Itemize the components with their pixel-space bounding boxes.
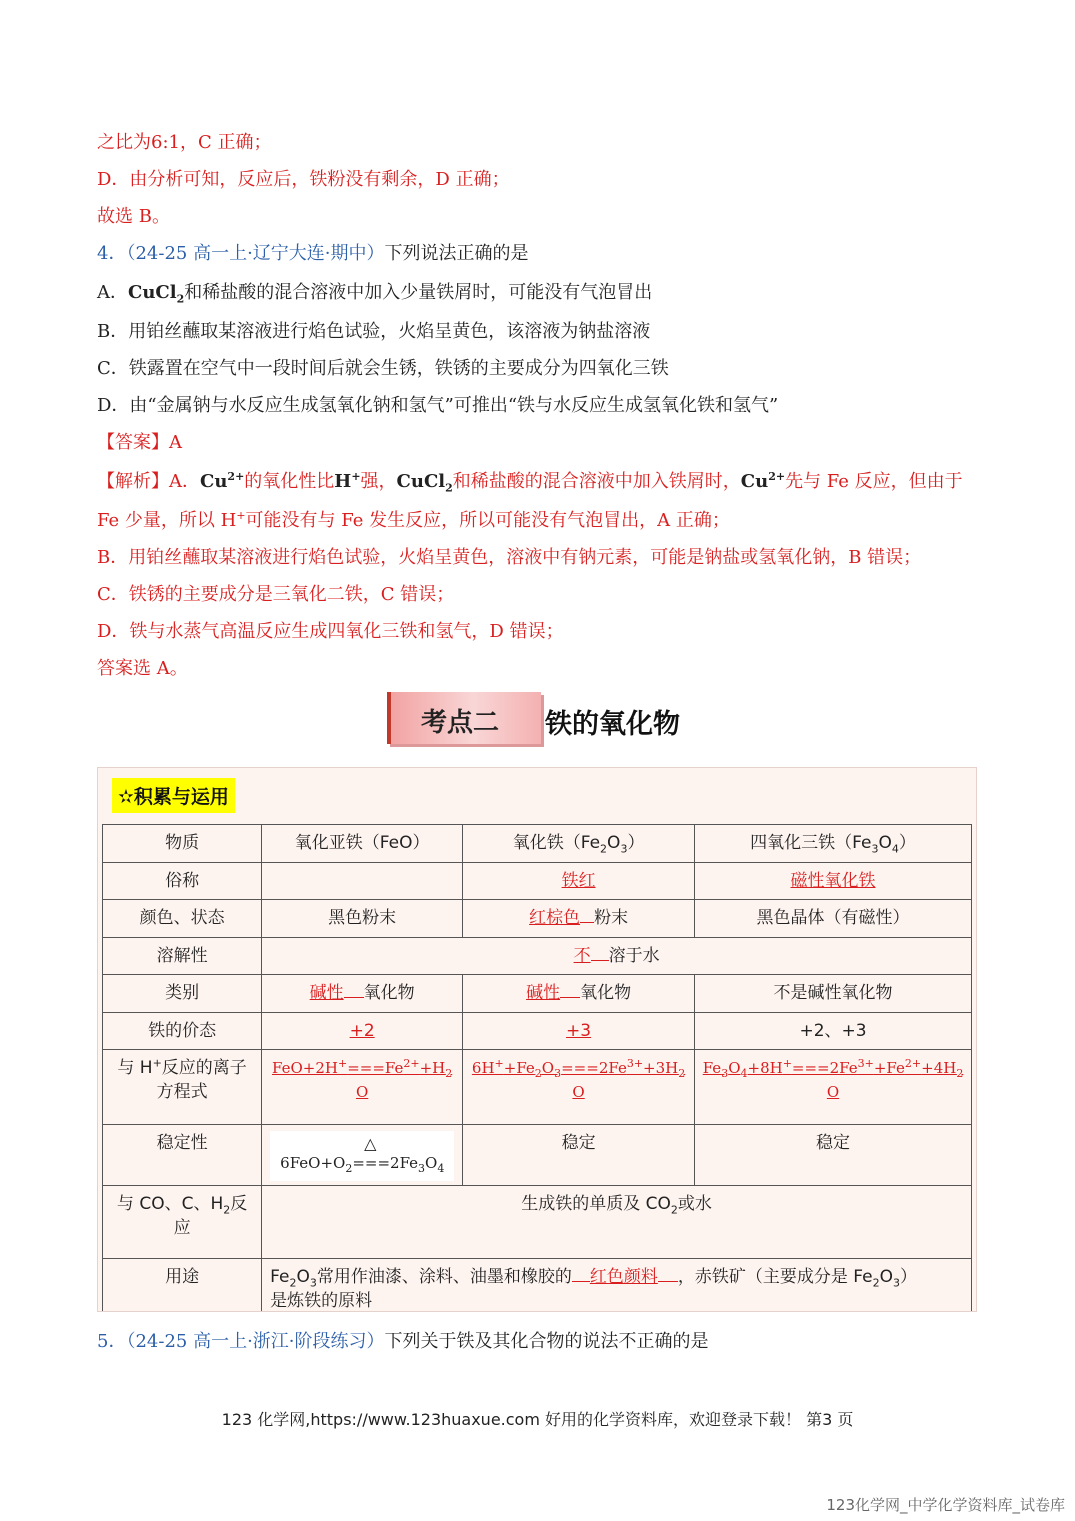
blank-line (344, 997, 364, 998)
cell-text: O (878, 833, 892, 853)
eq-sub: 2 (445, 1067, 453, 1080)
eq-part: O (541, 1059, 555, 1077)
fill-answer: 红棕色 (529, 908, 581, 928)
cell-sub: 3 (620, 842, 628, 856)
cell-text: 与 CO、C、H (116, 1194, 224, 1214)
eq-sub: 2 (678, 1067, 686, 1080)
cell-text: 生成铁的单质及 CO (521, 1194, 671, 1214)
formula-sub: 2 (445, 481, 453, 495)
cell-sub: 2 (670, 1203, 678, 1217)
cell-text: ） (899, 1267, 917, 1287)
option-label: A． (97, 282, 128, 303)
prev-line-3: 故选 B。 (97, 206, 170, 227)
table-cell (262, 863, 463, 900)
table-cell (262, 975, 463, 1013)
eq-part: 6FeO+O (280, 1154, 346, 1172)
table-cell: 铁的价态 (103, 1013, 262, 1050)
formula: CuCl (396, 471, 446, 492)
analysis-line-1 (97, 470, 963, 494)
analysis-line-2 (97, 509, 730, 533)
table-cell: 溶解性 (103, 938, 262, 975)
eq-sub: 4 (740, 1067, 748, 1080)
eq-sup: 3+ (857, 1057, 874, 1070)
cell-text: 应 (173, 1218, 191, 1238)
table-cell (463, 1013, 695, 1050)
prev-line-1: 之比为6:1，C 正确； (97, 132, 272, 153)
option-text: 和稀盐酸的混合溶液中加入少量铁屑时，可能没有气泡冒出 (184, 282, 653, 303)
cell-text: O (296, 1267, 310, 1287)
eq-part: ===2Fe (352, 1154, 419, 1172)
cell-sub: 4 (891, 842, 899, 856)
table-cell (463, 900, 695, 938)
table-cell (463, 1050, 695, 1125)
blank-line (658, 1281, 678, 1282)
eq-sup: 3+ (626, 1057, 644, 1070)
cell-text: ） (898, 833, 916, 853)
table-cell: 稳定性 (103, 1125, 262, 1186)
formula-sup: + (351, 470, 361, 483)
formula: CuCl (128, 282, 177, 303)
cell-sub: 2 (600, 842, 608, 856)
eq-part: O (728, 1059, 741, 1077)
cell-text: 与 H (117, 1058, 153, 1078)
table-cell (262, 1125, 463, 1186)
eq-sup: + (494, 1057, 504, 1070)
table-cell (262, 1186, 972, 1259)
cell-sub: 2 (872, 1276, 880, 1290)
eq-part: Fe (702, 1059, 722, 1077)
analysis-label: 【解析】 (97, 471, 169, 492)
cell-sup: + (152, 1056, 162, 1070)
question-4-stem (97, 242, 529, 266)
table-cell (463, 975, 695, 1013)
table-cell: 俗称 (103, 863, 262, 900)
table-cell: +2、+3 (695, 1013, 972, 1050)
table-cell (463, 863, 695, 900)
table-cell (463, 825, 695, 863)
cell-text: O (607, 833, 621, 853)
table-cell: 不是碱性氧化物 (695, 975, 972, 1013)
answer-label: 【答案】 (97, 432, 169, 453)
analysis-line-4: C．铁锈的主要成分是三氧化二铁，C 错误； (97, 584, 455, 605)
section-badge (387, 692, 541, 744)
cell-text: 氧化铁（Fe (512, 833, 601, 853)
blank-line (591, 960, 609, 961)
table-cell (262, 1259, 972, 1313)
analysis-text: 强， (360, 471, 397, 492)
cell-text: 或水 (677, 1194, 712, 1214)
table-cell: 类别 (103, 975, 262, 1013)
blank-line (572, 1281, 590, 1282)
blank-line (580, 922, 594, 923)
table-row (103, 825, 972, 863)
fill-answer: 碱性 (309, 983, 344, 1003)
cell-sub: 2 (289, 1276, 297, 1290)
formula: H (334, 471, 352, 492)
section-badge-label: 考点二 (421, 708, 500, 738)
table-row (103, 1013, 972, 1050)
fill-answer: +3 (566, 1021, 592, 1041)
analysis-line-3: B．用铂丝蘸取某溶液进行焰色试验，火焰呈黄色，溶液中有钠元素，可能是钠盐或氢氧化钠，B 错误； (97, 547, 922, 568)
eq-part: O (425, 1154, 438, 1172)
eq-sub: 4 (437, 1162, 445, 1175)
cell-text: 氧化物 (363, 983, 415, 1003)
table-cell: 稳定 (463, 1125, 695, 1186)
question-5-stem (97, 1330, 709, 1354)
analysis-text: 的氧化性比 (244, 471, 335, 492)
cell-text: ，赤铁矿（主要成分是 Fe (677, 1267, 873, 1287)
table-cell: 黑色粉末 (262, 900, 463, 938)
formula-sup: 2+ (768, 470, 786, 483)
table-cell (695, 1050, 972, 1125)
eq-part: O (572, 1083, 585, 1101)
cell-text: 反应的离子 (161, 1058, 247, 1078)
watermark-text: 123化学网_中学化学资料库_试卷库 (826, 1496, 1065, 1514)
ionic-equation (472, 1059, 685, 1101)
cell-text: 粉末 (594, 908, 629, 928)
question-source: （24-25 高一上·浙江·阶段练习） (126, 1331, 385, 1352)
section-title: 铁的氧化物 (545, 709, 680, 740)
eq-part: +4H (921, 1059, 957, 1077)
eq-part: O (355, 1083, 369, 1101)
cell-text: 是炼铁的原料 (270, 1291, 373, 1311)
cell-sub: 3 (871, 842, 879, 856)
eq-part: +Fe (873, 1059, 905, 1077)
question-number: 4． (97, 243, 127, 264)
panel-tag: ✫积累与运用 (112, 778, 235, 813)
fill-answer: 碱性 (526, 983, 561, 1003)
table-row (103, 1050, 972, 1125)
formula-sup: + (236, 509, 246, 522)
question-number: 5． (97, 1331, 127, 1352)
fill-answer: 红色颜料 (589, 1267, 658, 1287)
cell-sub: 2 (223, 1203, 231, 1217)
table-cell (262, 1050, 463, 1125)
eq-sub: 3 (721, 1067, 729, 1080)
cell-text: O (879, 1267, 893, 1287)
cell-sub: 3 (309, 1276, 317, 1290)
analysis-text: 可能没有与 Fe 发生反应，所以可能没有气泡冒出，A 正确； (245, 510, 730, 531)
eq-sub: 3 (418, 1162, 426, 1175)
cell-text: 溶于水 (608, 946, 660, 966)
table-row (103, 975, 972, 1013)
cell-sub: 3 (892, 1276, 900, 1290)
eq-part: +Fe (503, 1059, 535, 1077)
answer-line (97, 431, 182, 455)
eq-sub: 2 (956, 1067, 964, 1080)
option-a (97, 281, 652, 305)
fill-answer: 铁红 (561, 871, 596, 891)
question-source: （24-25 高一上·辽宁大连·期中） (126, 243, 385, 264)
table-row (103, 1125, 972, 1186)
analysis-text: Fe 少量，所以 H (97, 510, 237, 531)
answer-value: A (169, 432, 182, 453)
ionic-equation (703, 1059, 964, 1101)
table-cell (262, 938, 972, 975)
eq-part: +H (419, 1059, 446, 1077)
section-heading (387, 692, 707, 746)
cell-text: Fe (270, 1267, 290, 1287)
prev-line-2: D．由分析可知，反应后，铁粉没有剩余，D 正确； (97, 169, 510, 190)
question-text: 下列说法正确的是 (384, 243, 529, 264)
eq-part: +8H (747, 1059, 783, 1077)
table-cell (695, 825, 972, 863)
table-cell: 黑色晶体（有磁性） (695, 900, 972, 938)
analysis-text: 先与 Fe 反应，但由于 (785, 471, 963, 492)
fill-answer: +2 (349, 1021, 375, 1041)
fill-answer: 磁性氧化铁 (790, 871, 876, 891)
analysis-text: 和稀盐酸的混合溶液中加入铁屑时， (452, 471, 741, 492)
eq-sup: 2+ (403, 1057, 420, 1070)
table-cell (262, 1013, 463, 1050)
table-row (103, 1259, 972, 1313)
iron-oxides-table (102, 824, 972, 1312)
knowledge-panel (97, 767, 977, 1312)
table-cell: 氧化亚铁（FeO） (262, 825, 463, 863)
option-c: C．铁露置在空气中一段时间后就会生锈，铁锈的主要成分为四氧化三铁 (97, 358, 669, 379)
formula-sub: 2 (176, 292, 185, 306)
delta-symbol: △ (364, 1134, 377, 1153)
cell-text: 四氧化三铁（Fe (750, 833, 872, 853)
eq-sub: 2 (534, 1067, 542, 1080)
table-cell (695, 863, 972, 900)
table-row (103, 863, 972, 900)
option-d: D．由“金属钠与水反应生成氢氧化钠和氢气”可推出“铁与水反应生成氢氧化铁和氢气” (97, 395, 779, 416)
cell-text: ） (627, 833, 645, 853)
cell-text: 氧化物 (580, 983, 632, 1003)
ionic-equation (272, 1059, 452, 1101)
table-cell (103, 1050, 262, 1125)
table-row (103, 938, 972, 975)
eq-part: +3H (643, 1059, 679, 1077)
eq-part: ===2Fe (791, 1059, 858, 1077)
thermal-equation (270, 1131, 454, 1181)
eq-part: FeO+2H (272, 1059, 338, 1077)
analysis-text: A． (169, 471, 200, 492)
table-cell: 稳定 (695, 1125, 972, 1186)
formula: Cu (740, 471, 769, 492)
table-cell: 物质 (103, 825, 262, 863)
eq-sub: 2 (345, 1162, 353, 1175)
eq-part: 6H (471, 1059, 495, 1077)
fill-answer: 不 (573, 946, 591, 966)
eq-sup: + (782, 1057, 792, 1070)
eq-sub: 3 (554, 1067, 562, 1080)
formula-sup: 2+ (227, 470, 245, 483)
option-b: B．用铂丝蘸取某溶液进行焰色试验，火焰呈黄色，该溶液为钠盐溶液 (97, 321, 651, 342)
eq-part: ===2Fe (561, 1059, 627, 1077)
table-cell: 颜色、状态 (103, 900, 262, 938)
eq-part: ===Fe (347, 1059, 404, 1077)
analysis-line-5: D．铁与水蒸气高温反应生成四氧化三铁和氢气，D 错误； (97, 621, 564, 642)
blank-line (560, 997, 580, 998)
table-cell (103, 1186, 262, 1259)
cell-text: 反 (230, 1194, 248, 1214)
question-text: 下列关于铁及其化合物的说法不正确的是 (384, 1331, 709, 1352)
eq-sup: 2+ (904, 1057, 922, 1070)
formula: Cu (200, 471, 228, 492)
eq-sup: + (337, 1057, 348, 1070)
eq-part: O (826, 1083, 840, 1101)
page-footer: 123 化学网,https://www.123huaxue.com 好用的化学资料库，欢迎登录下载！ 第3 页 (221, 1410, 854, 1429)
table-cell: 用途 (103, 1259, 262, 1313)
cell-text: 方程式 (156, 1082, 208, 1102)
table-row (103, 1186, 972, 1259)
cell-text: 常用作油漆、涂料、油墨和橡胶的 (316, 1267, 572, 1287)
table-row (103, 900, 972, 938)
final-answer: 答案选 A。 (97, 658, 188, 679)
